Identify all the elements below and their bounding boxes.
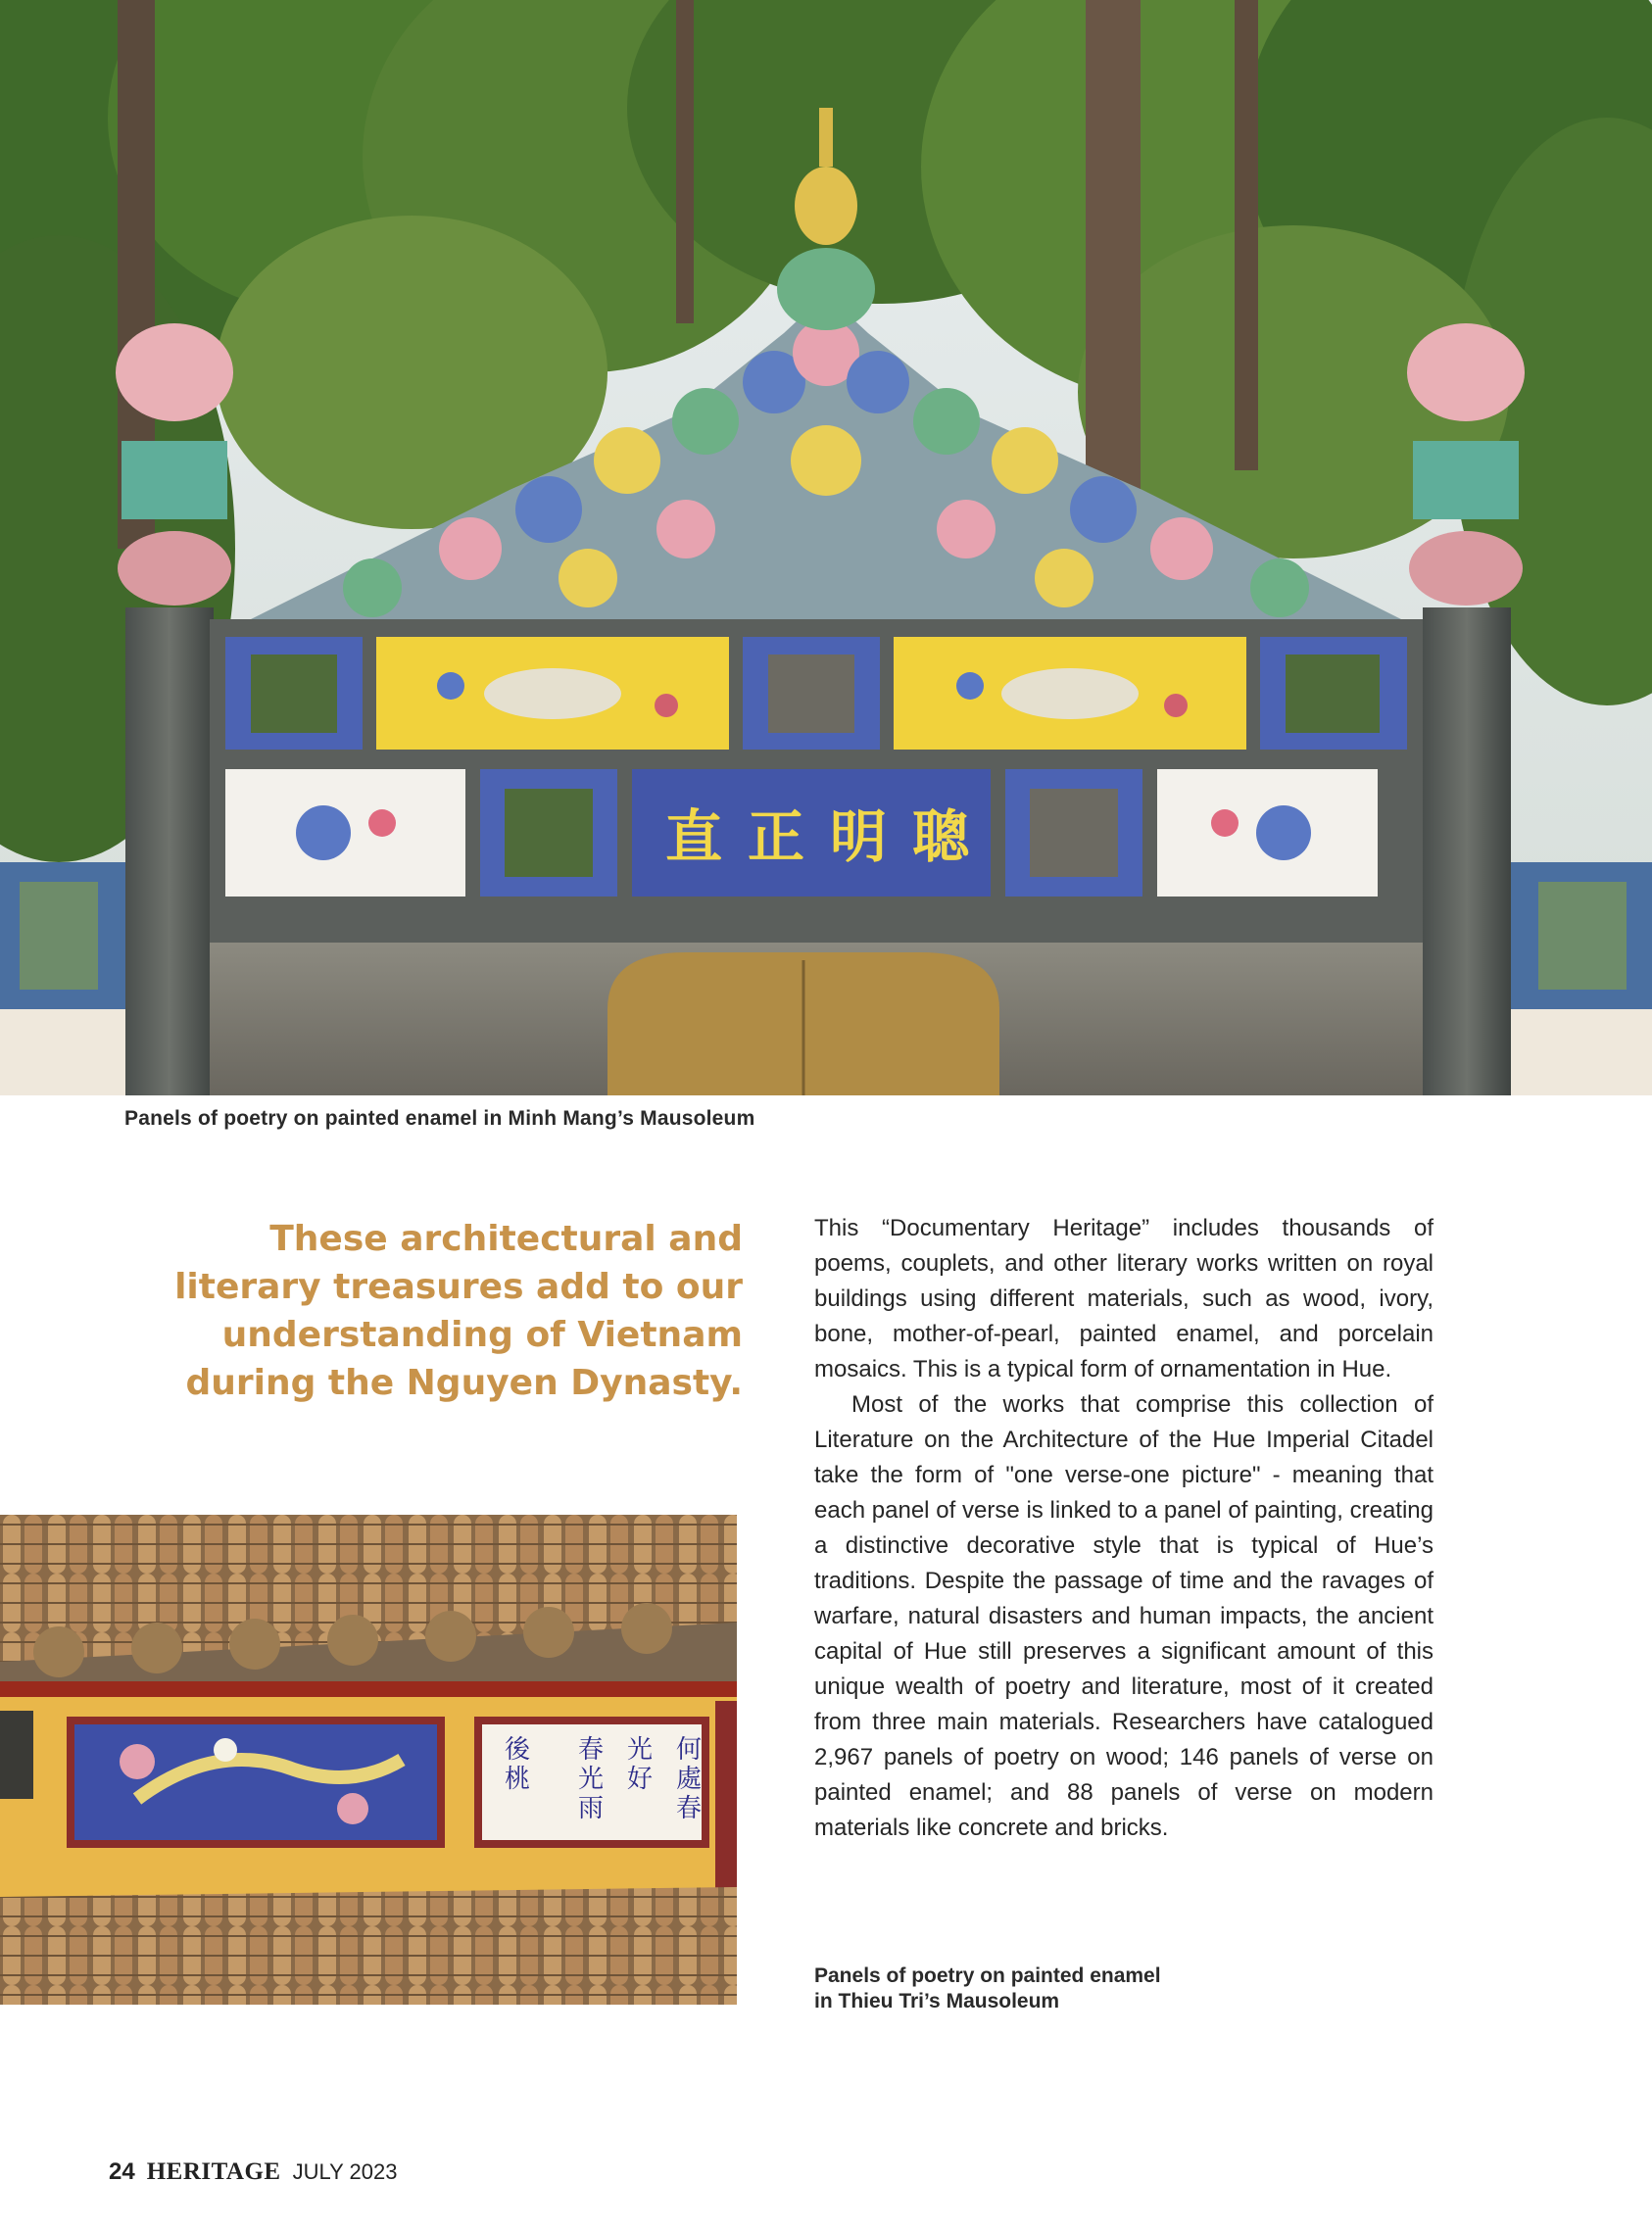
photo-caption: [814, 1963, 1167, 2014]
inscription-char: 明: [829, 803, 888, 870]
issue-date: JULY 2023: [292, 2159, 398, 2184]
inscription-char: 正: [747, 803, 805, 870]
body-paragraph: Most of the works that comprise this collection of Literature on the Architecture of the Hue Imperial Citadel take the form of "one verse-one picture" - meaning that each panel of verse is linked to a panel of painting, creating a distinctive decorative style that is typical of Hue’s traditions. Despite the passage of time and the ravages of warfare, natural disasters and human impacts, the ancient capital of Hue still preserves a significant amount of this unique wealth of poetry and literature, most of it created from three main materials. Researchers have catalogued 2,967 panels of poetry on wood; 146 panels of verse on painted enamel; and 88 panels of verse on modern materials like concrete and bricks.: [814, 1391, 1433, 1841]
article-body: [814, 1211, 1433, 1846]
magazine-name: HERITAGE: [146, 2158, 281, 2185]
pull-quote-line: literary treasures add to our: [174, 1267, 743, 1307]
poem-char: 光: [627, 1735, 654, 1765]
pull-quote: [167, 1215, 743, 1407]
caption-line: Panels of poetry on painted enamel: [814, 1964, 1161, 1987]
page-footer: [109, 2158, 397, 2186]
poem-char: 桃: [505, 1765, 531, 1794]
inscription-char: 直: [664, 803, 723, 870]
poem-char: 處: [676, 1765, 703, 1794]
pull-quote-line: understanding of Vietnam: [221, 1315, 743, 1355]
roof-panel-photo: [0, 1515, 737, 2005]
poem-char: 光: [578, 1765, 605, 1794]
poem-char: 雨: [578, 1794, 605, 1823]
poem-char: 春: [676, 1794, 703, 1823]
photo-caption: Panels of poetry on painted enamel in Minh Mang’s Mausoleum: [124, 1107, 755, 1130]
poem-char: 春: [578, 1735, 605, 1765]
pull-quote-line: These architectural and: [269, 1219, 743, 1259]
gate-photo: [0, 0, 1652, 1095]
poem-char: 後: [505, 1735, 531, 1765]
caption-line: in Thieu Tri’s Mausoleum: [814, 1990, 1060, 2012]
inscription-char: 聰: [911, 803, 970, 870]
pull-quote-line: during the Nguyen Dynasty.: [185, 1363, 743, 1403]
page-number: 24: [109, 2158, 135, 2185]
poem-char: 何: [676, 1735, 703, 1765]
body-paragraph: This “Documentary Heritage” includes thousands of poems, couplets, and other literary works written on royal buildings using different materials, such as wood, ivory, bone, mother-of-pearl, painted enamel, and porcelain mosaics. This is a typical form of ornamentation in Hue.: [814, 1215, 1433, 1382]
poem-char: 好: [627, 1765, 654, 1794]
